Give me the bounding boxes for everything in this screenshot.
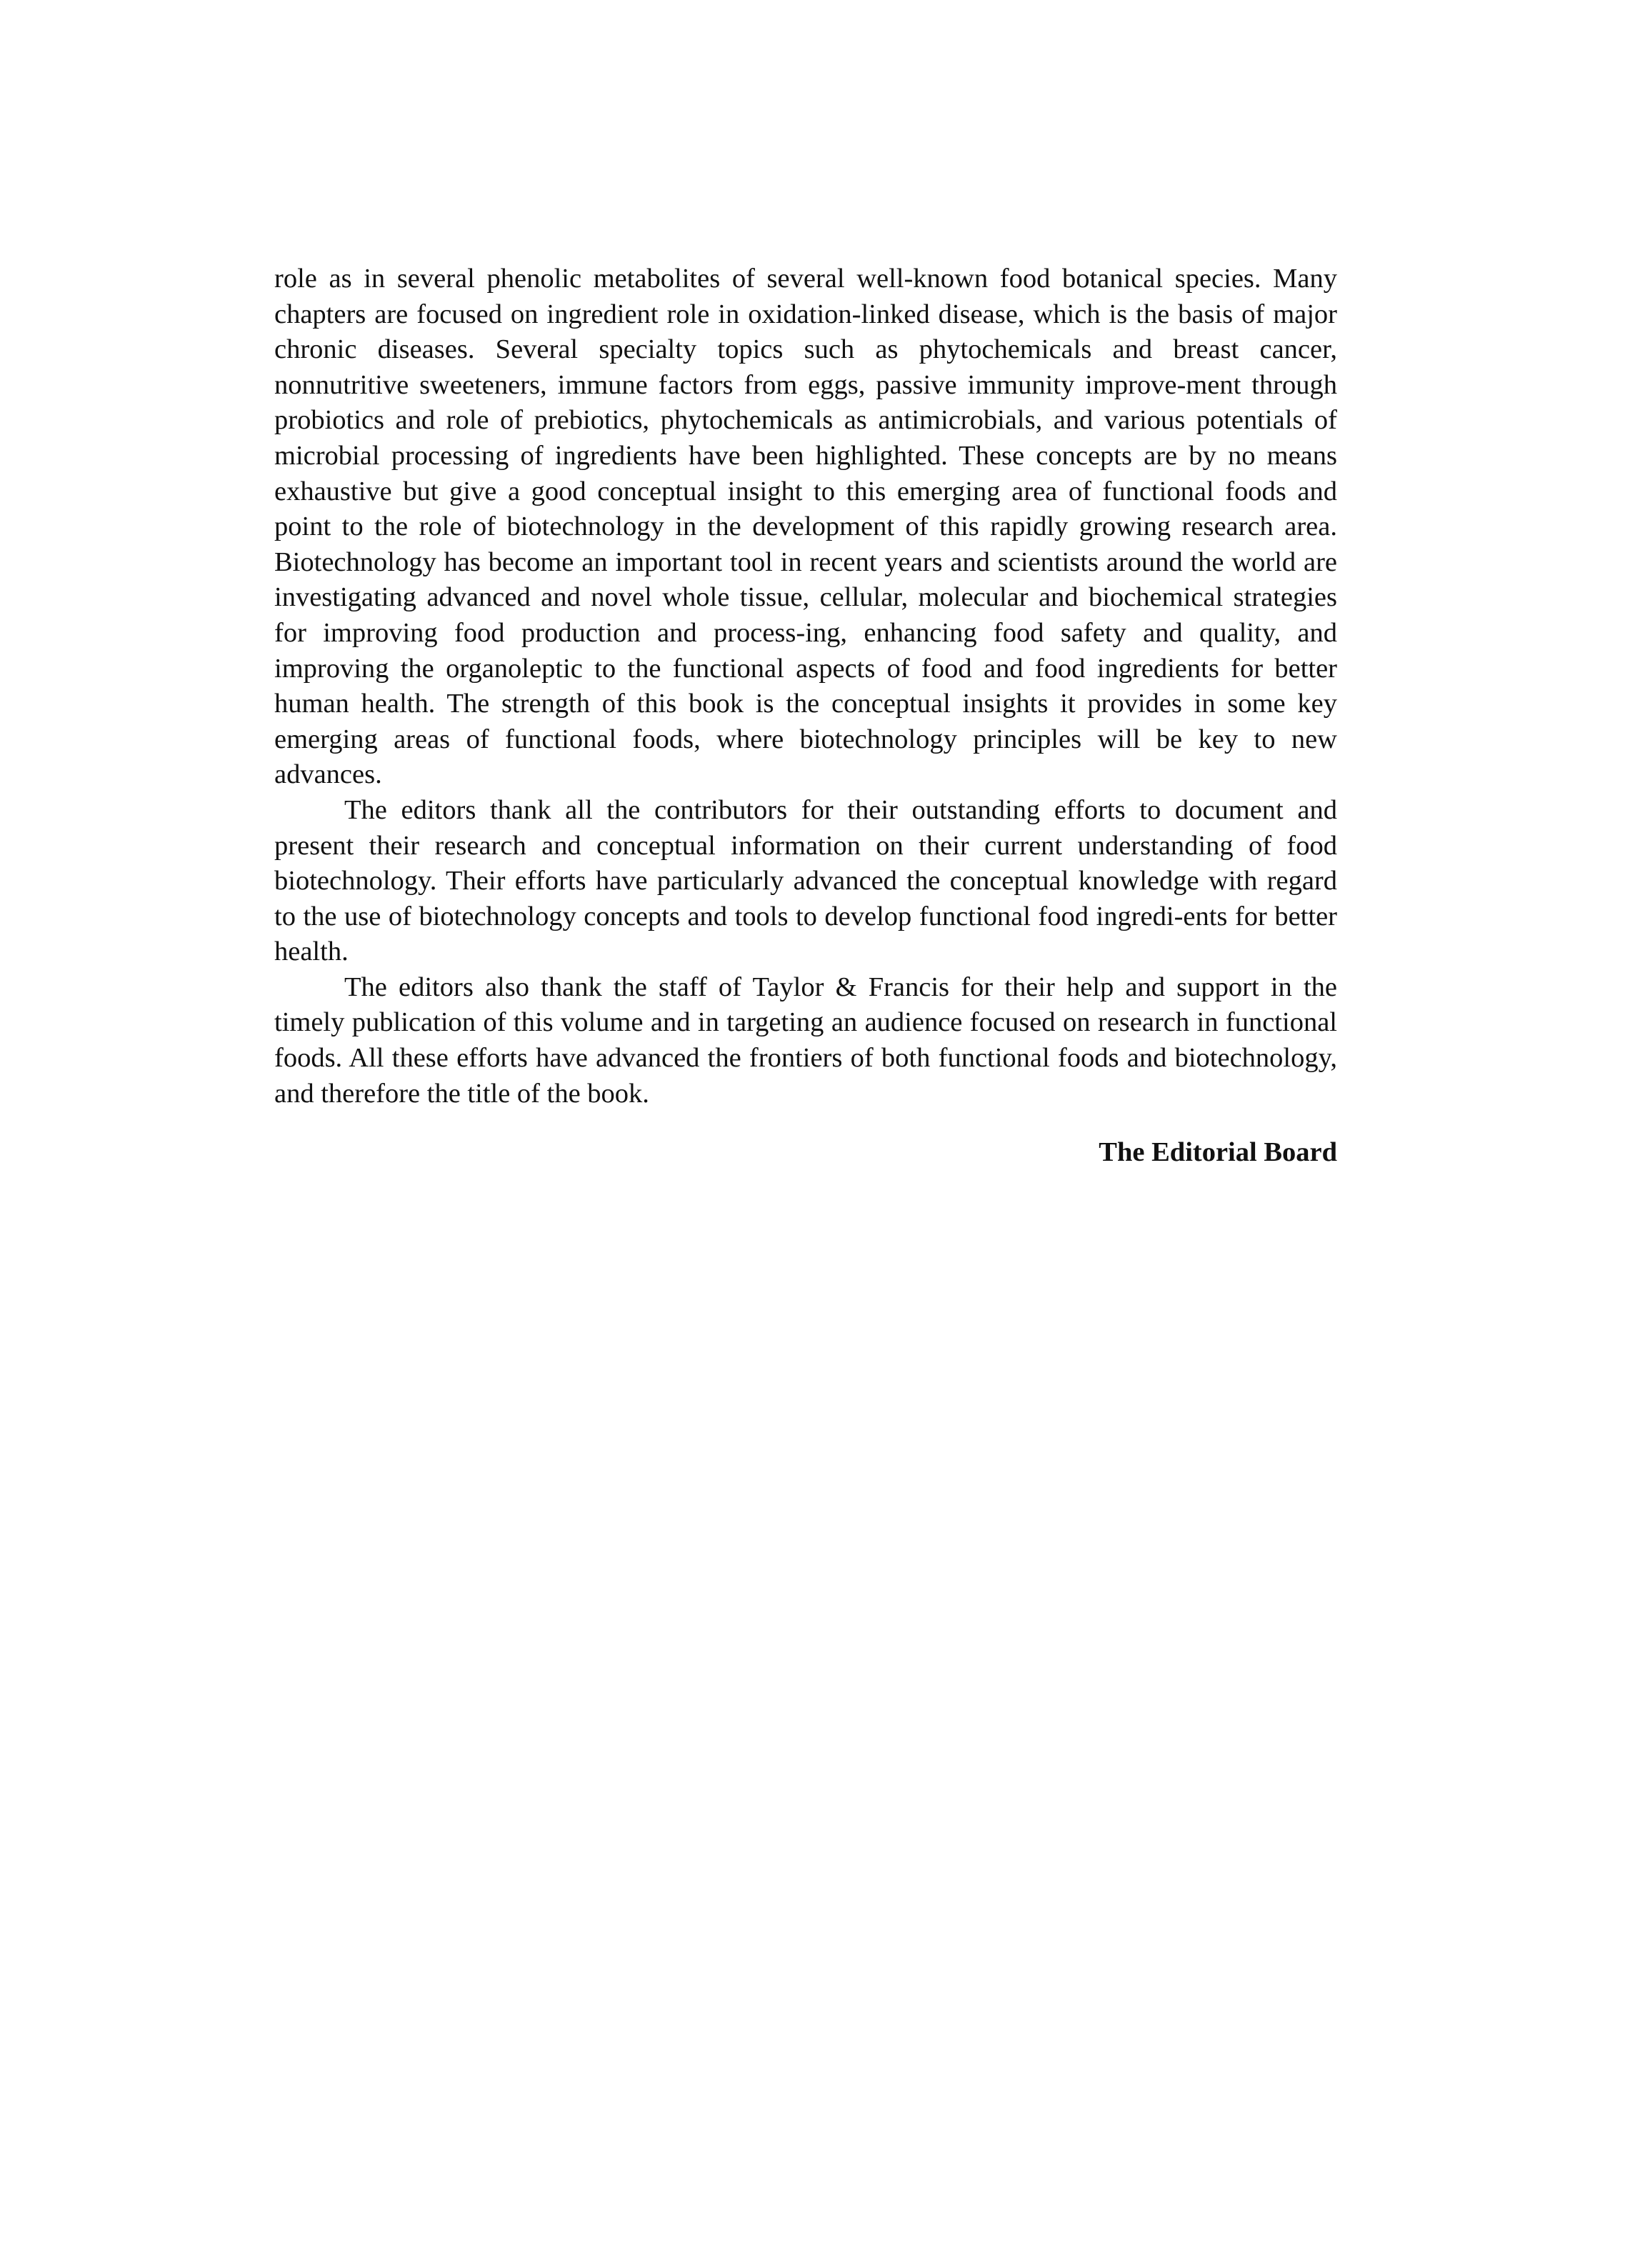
body-text	[274, 261, 1337, 1171]
paragraph-acknowledgment-contributors: The editors thank all the contributors for their outstanding efforts to document and present their research and conceptual information on their current understanding of food biotechnology. Their efforts have particularly advanced the conceptual knowledge with regard to the use of biotechnology concepts and tools to develop functional food ingredi-ents for better health.	[274, 794, 1337, 967]
signature: The Editorial Board	[1099, 1137, 1337, 1168]
paragraph-continued: role as in several phenolic metabolites of several well-known food botanical species. Many chapters are focused on ingredient role in oxidation-linked disease, which is the basis of major chronic diseases. Several specialty topics such as phytochemicals and breast cancer, nonnutritive sweeteners, immune factors from eggs, passive immunity improve-ment through probiotics and role of prebiotics, phytochemicals as antimicrobials, and various potentials of microbial processing of ingredients have been highlighted. These concepts are by no means exhaustive but give a good conceptual insight to this emerging area of functional foods and point to the role of biotechnology in the development of this rapidly growing research area. Biotechnology has become an important tool in recent years and scientists around the world are investigating advanced and novel whole tissue, cellular, molecular and biochemical strategies for improving food production and process-ing, enhancing food safety and quality, and improving the organoleptic to the functional aspects of food and food ingredients for better human health. The strength of this book is the conceptual insights it provides in some key emerging areas of functional foods, where biotechnology principles will be key to new advances.	[274, 264, 1337, 790]
paragraph-acknowledgment-publisher: The editors also thank the staff of Taylor & Francis for their help and support in the timely publication of this volume and in targeting an audience focused on research in functional foods. All these efforts have advanced the frontiers of both functional foods and biotechnology, and therefore the title of the book.	[274, 971, 1337, 1109]
